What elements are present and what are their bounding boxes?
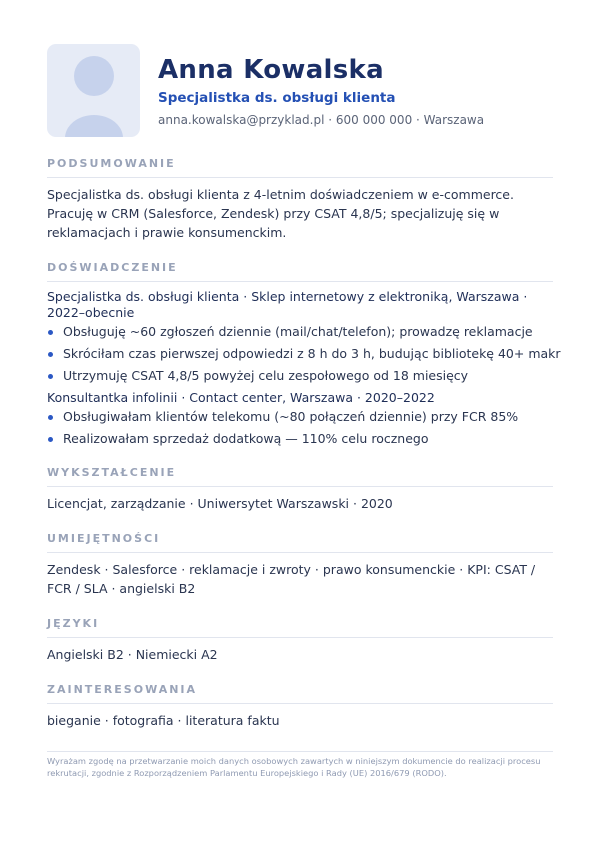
section-title-summary: PODSUMOWANIE [47,157,553,178]
avatar-head-shape [74,56,114,96]
job-bullet-list [47,324,561,384]
job-bullet [47,409,553,425]
job-bullet-text: Realizowałam sprzedaż dodatkową — 110% celu rocznego [63,431,429,446]
cv-header [47,44,553,138]
skills-text: Zendesk · Salesforce · reklamacje i zwroty · prawo konsumenckie · KPI: CSAT / FCR / SLA · angielski B2 [47,562,536,596]
job-entry [47,390,553,447]
bullet-dot-icon [48,374,53,379]
candidate-role: Specjalistka ds. obsługi klienta [158,90,396,106]
job-bullet [47,324,553,340]
job-bullet [47,431,553,447]
job-bullet-text: Obsługuję ~60 zgłoszeń dziennie (mail/chat/telefon); prowadzę reklamacje [63,324,533,339]
job-bullet-text: Skróciłam czas pierwszej odpowiedzi z 8 h do 3 h, budując bibliotekę 40+ makr [63,346,561,361]
job-bullet-text: Utrzymuję CSAT 4,8/5 powyżej celu zespołowego od 18 miesięcy [63,368,469,383]
section-title-interests: ZAINTERESOWANIA [47,683,553,704]
job-bullet-text: Obsługiwałam klientów telekomu (~80 połączeń dziennie) przy FCR 85% [63,409,519,424]
bullet-dot-icon [48,415,53,420]
gdpr-consent-footer: Wyrażam zgodę na przetwarzanie moich danych osobowych zawartych w niniejszym dokumencie do realizacji procesu rekrutacji, zgodnie z Rozporządzeniem Parlamentu Europejskiego i Rady (UE) 2016/679 (RODO). [47,751,553,779]
languages-section [47,617,553,664]
job-bullet-list [47,409,553,447]
candidate-name: Anna Kowalska [158,55,384,85]
skills-section [47,532,553,598]
bullet-dot-icon [48,330,53,335]
section-title-experience: DOŚWIADCZENIE [47,261,553,282]
job-heading: Konsultantka infolinii · Contact center, Warszawa · 2020–2022 [47,390,435,405]
languages-text: Angielski B2 · Niemiecki A2 [47,647,218,662]
section-title-languages: JĘZYKI [47,617,553,638]
job-heading: Specjalistka ds. obsługi klienta · Sklep internetowy z elektroniką, Warszawa · 2022–obecnie [47,289,528,320]
summary-section [47,157,553,242]
avatar-placeholder-icon [47,44,140,137]
avatar-body-shape [65,115,123,137]
job-bullet [47,368,553,384]
job-entry [47,289,561,384]
interests-text: bieganie · fotografia · literatura faktu [47,713,280,728]
job-bullet [47,346,561,362]
header-text [158,44,484,128]
contact-line: anna.kowalska@przyklad.pl · 600 000 000 · Warszawa [158,113,485,127]
section-title-skills: UMIEJĘTNOŚCI [47,532,553,553]
summary-text: Specjalistka ds. obsługi klienta z 4-letnim doświadczeniem w e-commerce. Pracuję w CRM (Salesforce, Zendesk) przy CSAT 4,8/5; specjalizuję się w reklamacjach i prawie konsumenckim. [47,187,514,240]
experience-section [47,261,561,447]
bullet-dot-icon [48,437,53,442]
section-title-education: WYKSZTAŁCENIE [47,466,553,487]
education-text: Licencjat, zarządzanie · Uniwersytet Warszawski · 2020 [47,496,393,511]
education-section [47,466,553,513]
interests-section [47,683,553,730]
bullet-dot-icon [48,352,53,357]
